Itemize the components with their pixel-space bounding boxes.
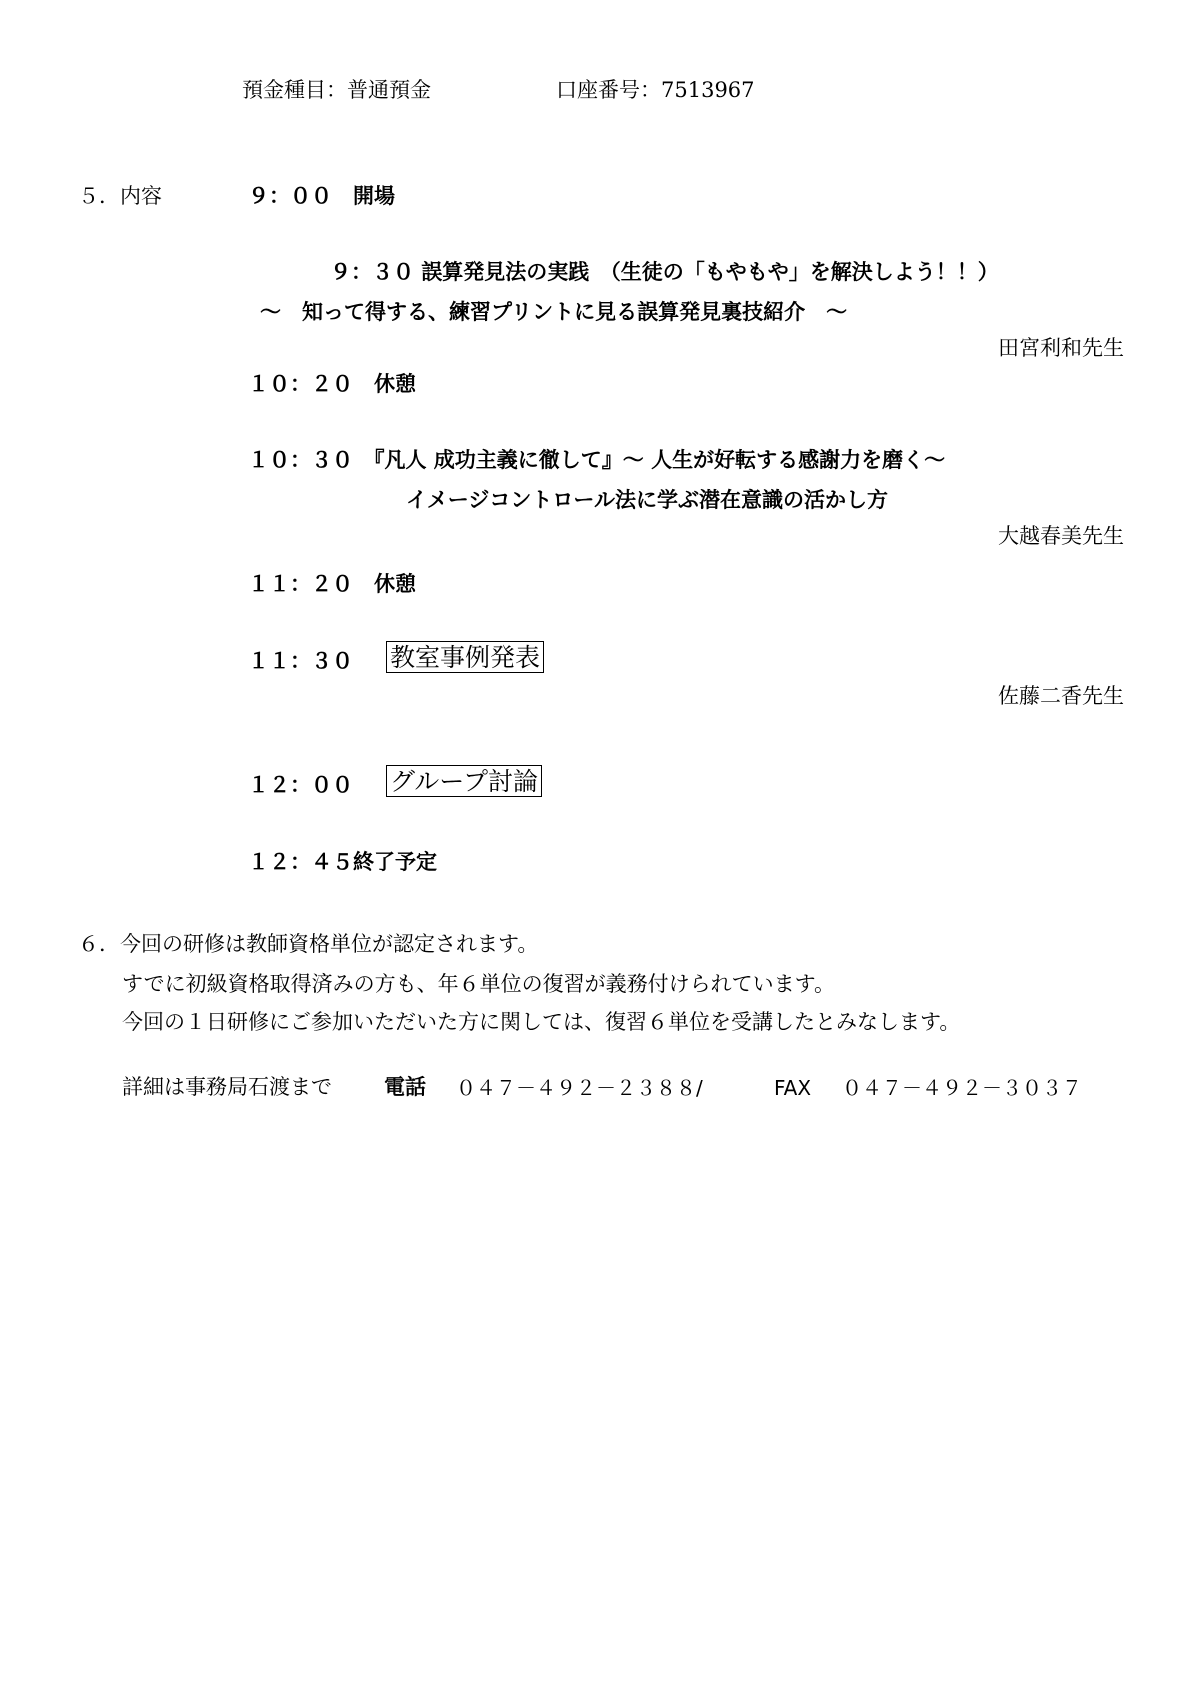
talk1-subtitle: ～ 知って得する、練習プリントに見る誤算発見裏技紹介 ～	[260, 300, 848, 324]
talk2-speaker: 大越春美先生	[998, 524, 1124, 548]
talk1-title: ９：３０ 誤算発見法の実践 （生徒の「もやもや」を解決しよう！！）	[330, 260, 999, 284]
schedule-open: ９：００ 開場	[248, 184, 395, 208]
contact-phone-label: 電話	[384, 1075, 426, 1099]
contact-fax-label: FAX	[774, 1076, 812, 1100]
group-time: １２：００	[248, 773, 353, 797]
schedule-end: １２：４５終了予定	[248, 850, 437, 874]
deposit-type: 預金種目：普通預金	[242, 78, 431, 102]
section6-line2: すでに初級資格取得済みの方も、年６単位の復習が義務付けられています。	[122, 972, 835, 996]
talk1-speaker: 田宮利和先生	[998, 336, 1124, 360]
group-discussion-box: グループ討論	[386, 765, 542, 797]
section5-heading: ５．内容	[78, 184, 162, 208]
contact-fax-number: ０４７－４９２－３０３７	[842, 1076, 1082, 1100]
contact-intro: 詳細は事務局石渡まで	[122, 1075, 332, 1099]
case-speaker: 佐藤二香先生	[998, 684, 1124, 708]
schedule-break1: １０：２０ 休憩	[248, 372, 416, 396]
talk2-subtitle: イメージコントロール法に学ぶ潜在意識の活かし方	[406, 488, 888, 512]
schedule-break2: １１：２０ 休憩	[248, 572, 416, 596]
section6-line1: ６．今回の研修は教師資格単位が認定されます。	[78, 932, 539, 956]
contact-phone-number: ０４７－４９２－２３８８/	[456, 1076, 703, 1100]
account-number: 口座番号：7513967	[556, 78, 755, 102]
case-presentation-box: 教室事例発表	[386, 641, 544, 673]
section6-line3: 今回の１日研修にご参加いただいた方に関しては、復習６単位を受講したとみなします。	[122, 1010, 961, 1034]
case-time: １１：３０	[248, 649, 353, 673]
talk2-title: １０：３０ 『凡人 成功主義に徹して』～ 人生が好転する感謝力を磨く～	[248, 448, 946, 472]
